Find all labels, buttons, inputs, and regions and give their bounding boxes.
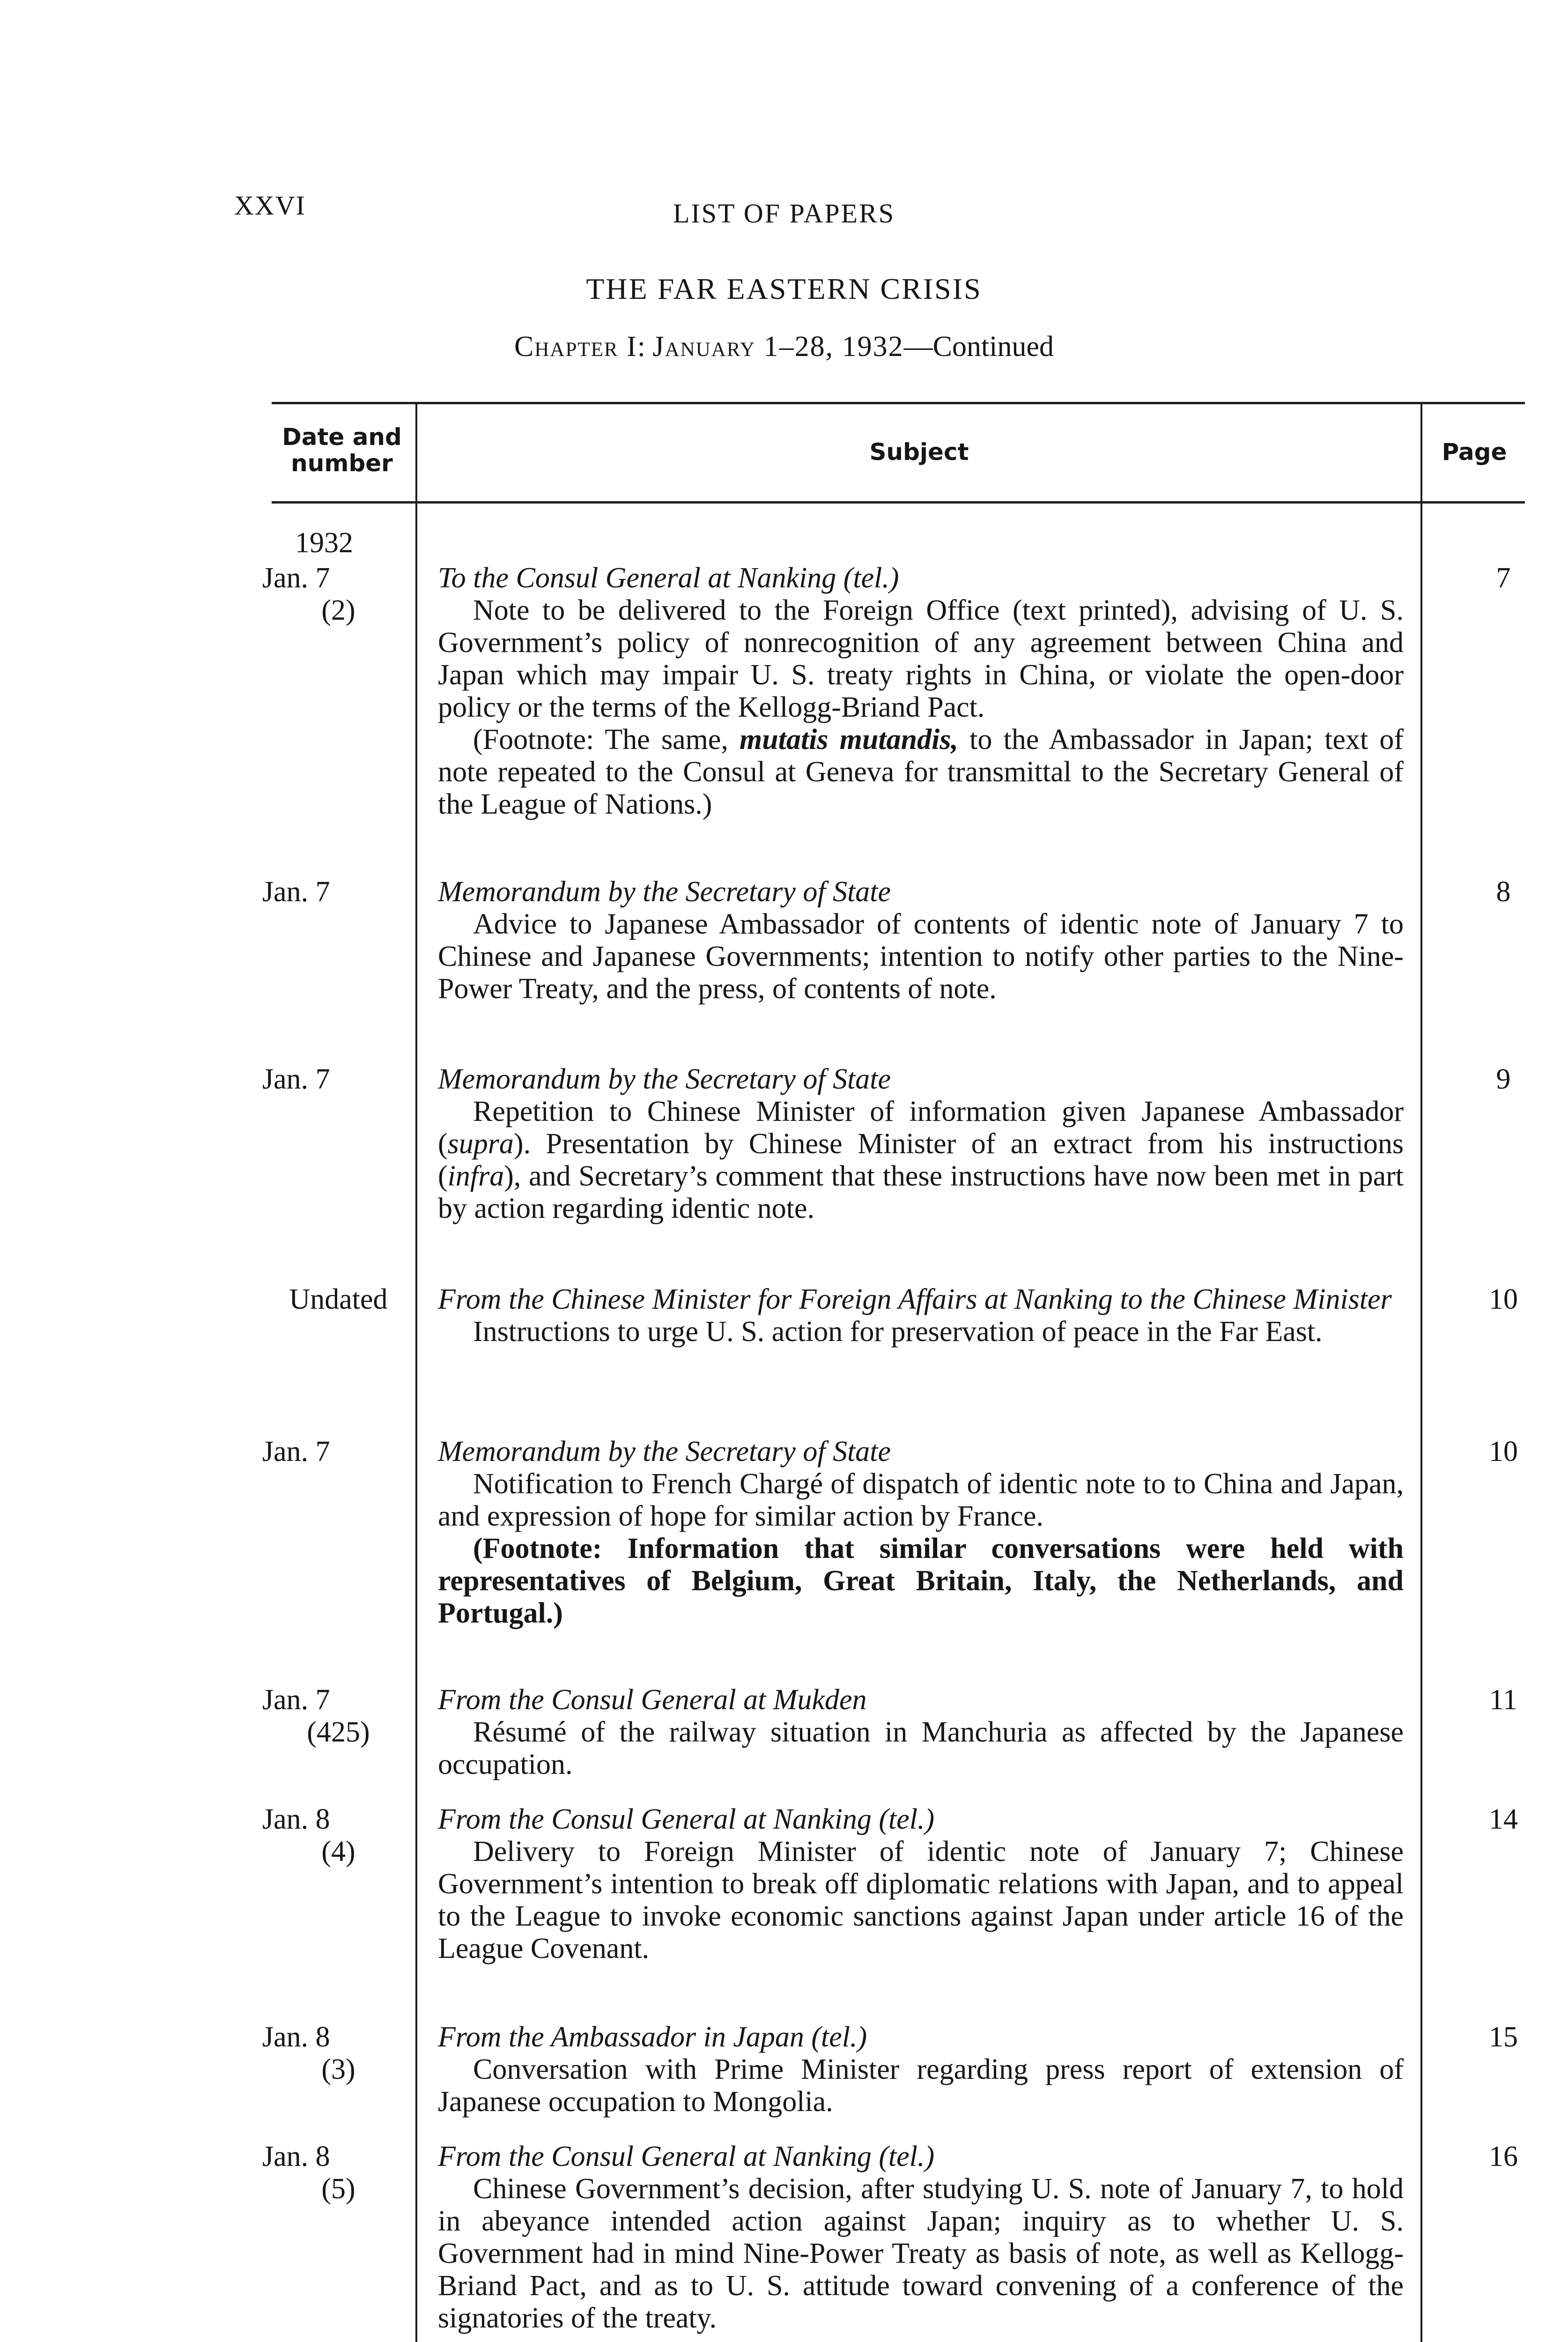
table-row: [262, 2021, 1518, 2118]
entry-subject: [438, 2141, 1404, 2335]
entry-date: [262, 2141, 414, 2205]
entry-summary: Instructions to urge U. S. action for preservation of peace in the Far East.: [473, 1316, 1323, 1348]
entry-summary-italic-supra: supra: [447, 1128, 514, 1160]
chapter-separator: :: [637, 331, 653, 363]
running-title: LIST OF PAPERS: [673, 198, 895, 229]
table-header-rule: [272, 501, 1525, 504]
column-header-subject: Subject: [869, 438, 969, 466]
entry-summary: Notification to French Chargé of dispatch of identic note to to China and Japan, and expression of hope for similar action by France.: [438, 1468, 1404, 1532]
entry-footnote-italic: mutatis mutandis,: [740, 724, 958, 756]
table-row: [262, 1063, 1511, 1224]
entry-date-text: Jan. 8: [262, 2021, 330, 2053]
entry-summary: Chinese Government’s decision, after studying U. S. note of January 7, to hold in abeyance intended action against Japan; inquiry as to whether U. S. Government had in mind Nine-Power Treaty as basis of note, as well as Kellogg-Briand Pact, and as to U. S. attitude toward convening of a conference of the signatories of the treaty.: [438, 2173, 1404, 2334]
entry-date-text: Jan. 7: [262, 876, 330, 908]
table-top-rule: [272, 402, 1525, 404]
entry-date: [262, 1063, 414, 1096]
entry-title: From the Ambassador in Japan (tel.): [438, 2021, 867, 2053]
entry-footnote: [438, 724, 1404, 821]
entry-subject: [438, 1436, 1404, 1630]
entry-date-text: Jan. 7: [262, 1436, 330, 1467]
entry-summary: Résumé of the railway situation in Manchuria as affected by the Japanese occupation.: [438, 1716, 1404, 1780]
entry-subject: [438, 1063, 1404, 1225]
entry-subject: [438, 1283, 1404, 1348]
entry-number: (5): [321, 2173, 355, 2205]
table-row: [262, 2141, 1518, 2334]
entry-date: [262, 1684, 414, 1749]
entry-page: 8: [1496, 876, 1511, 908]
entry-title: From the Consul General at Mukden: [438, 1684, 867, 1716]
entry-page: 15: [1489, 2021, 1518, 2053]
entry-title: From the Chinese Minister for Foreign Affairs at Nanking to the Chinese Minister: [438, 1283, 1392, 1315]
entry-summary-text-end: ), and Secretary’s comment that these instructions have now been met in part by action regarding identic note.: [438, 1160, 1404, 1224]
entry-date: [262, 1436, 414, 1468]
entry-page: 16: [1489, 2141, 1518, 2172]
entry-title: From the Consul General at Nanking (tel.): [438, 1803, 935, 1835]
table-row: [262, 1283, 1518, 1348]
entry-title: Memorandum by the Secretary of State: [438, 1063, 891, 1095]
entry-page: 9: [1496, 1063, 1511, 1095]
entry-subject: [438, 1803, 1404, 1965]
chapter-label: Chapter I: [514, 331, 637, 363]
entry-summary: Delivery to Foreign Minister of identic note of January 7; Chinese Government’s intention to break off diplomatic relations with Japan, and to appeal to the League to invoke economic sanctions against Japan under article 16 of the League Covenant.: [438, 1836, 1404, 1964]
entry-summary-italic-infra: infra: [447, 1160, 504, 1192]
entry-date: [262, 562, 414, 627]
entry-page: 10: [1489, 1436, 1518, 1467]
entry-title: From the Consul General at Nanking (tel.): [438, 2141, 935, 2172]
entry-page: 10: [1489, 1283, 1518, 1315]
chapter-heading: [0, 330, 1568, 363]
entry-date: [262, 876, 414, 908]
entry-summary: Advice to Japanese Ambassador of contents of identic note of January 7 to Chinese and Japanese Governments; intention to notify other parties to the Nine-Power Treaty, and the press, of contents of note.: [438, 908, 1404, 1005]
entry-title: Memorandum by the Secretary of State: [438, 876, 891, 908]
entry-date-text: Jan. 7: [262, 1063, 330, 1095]
entry-date-text: Jan. 7: [262, 562, 330, 594]
entry-summary: Note to be delivered to the Foreign Office (text printed), advising of U. S. Government’s policy of nonrecognition of any agreement between China and Japan which may impair U. S. treaty rights in China, or violate the open-door policy or the terms of the Kellogg-Briand Pact.: [438, 594, 1404, 723]
table-row: [262, 562, 1511, 820]
chapter-continued: —Continued: [903, 331, 1054, 363]
entry-footnote-text-end: to the Ambassador in Japan; text of note repeated to the Consul at Geneva for transmittal to the Secretary General of the League of Nations.): [438, 724, 1404, 820]
entry-subject: [438, 562, 1404, 821]
entry-date-text: Jan. 7: [262, 1684, 330, 1716]
entry-summary-text-mid: ). Presentation by Chinese Minister of an extract from his instructions (: [438, 1128, 1404, 1192]
entry-page: 7: [1496, 562, 1511, 594]
entry-footnote: (Footnote: Information that similar conversations were held with representatives of Belgium, Great Britain, Italy, the Netherlands, and Portugal.): [438, 1533, 1404, 1629]
entry-title: Memorandum by the Secretary of State: [438, 1436, 891, 1467]
entry-number: (425): [307, 1716, 370, 1748]
entry-number: (4): [321, 1836, 355, 1868]
entry-summary: [438, 1096, 1404, 1225]
entry-page: 14: [1489, 1803, 1518, 1835]
column-divider-date: [415, 404, 417, 2342]
year-label: 1932: [295, 527, 353, 559]
entry-date: [262, 2021, 414, 2086]
column-header-date: [272, 424, 412, 476]
entry-date-text: Jan. 8: [262, 1803, 330, 1835]
entry-title: To the Consul General at Nanking (tel.): [438, 562, 899, 594]
column-header-date-line1: Date and: [282, 423, 402, 451]
entry-subject: [438, 876, 1404, 1005]
table-row: [262, 1436, 1518, 1629]
entry-footnote-text: (Footnote: The same,: [473, 724, 740, 756]
entry-number: (3): [321, 2053, 355, 2085]
entry-page: 11: [1489, 1684, 1517, 1716]
entry-subject: [438, 1684, 1404, 1781]
column-header-date-line2: number: [291, 450, 393, 477]
entry-number: (2): [321, 594, 355, 626]
entry-date-text: Undated: [289, 1283, 388, 1315]
table-row: [262, 1803, 1518, 1964]
entry-summary: Conversation with Prime Minister regarding press report of extension of Japanese occupation to Mongolia.: [438, 2053, 1404, 2118]
page-number: XXVI: [234, 190, 306, 221]
chapter-date-range: January 1–28, 1932: [652, 331, 904, 363]
table-row: [262, 876, 1511, 1005]
entry-date-text: Jan. 8: [262, 2141, 330, 2172]
column-header-page: Page: [1442, 438, 1507, 466]
entry-summary-text: Repetition to Chinese Minister of information given Japanese Ambassador (: [438, 1096, 1404, 1160]
table-row: [262, 1684, 1517, 1780]
entry-date: [262, 1803, 414, 1868]
section-title: THE FAR EASTERN CRISIS: [586, 272, 982, 305]
entry-date: [262, 1283, 414, 1316]
entry-subject: [438, 2021, 1404, 2118]
column-divider-page: [1420, 404, 1422, 2342]
